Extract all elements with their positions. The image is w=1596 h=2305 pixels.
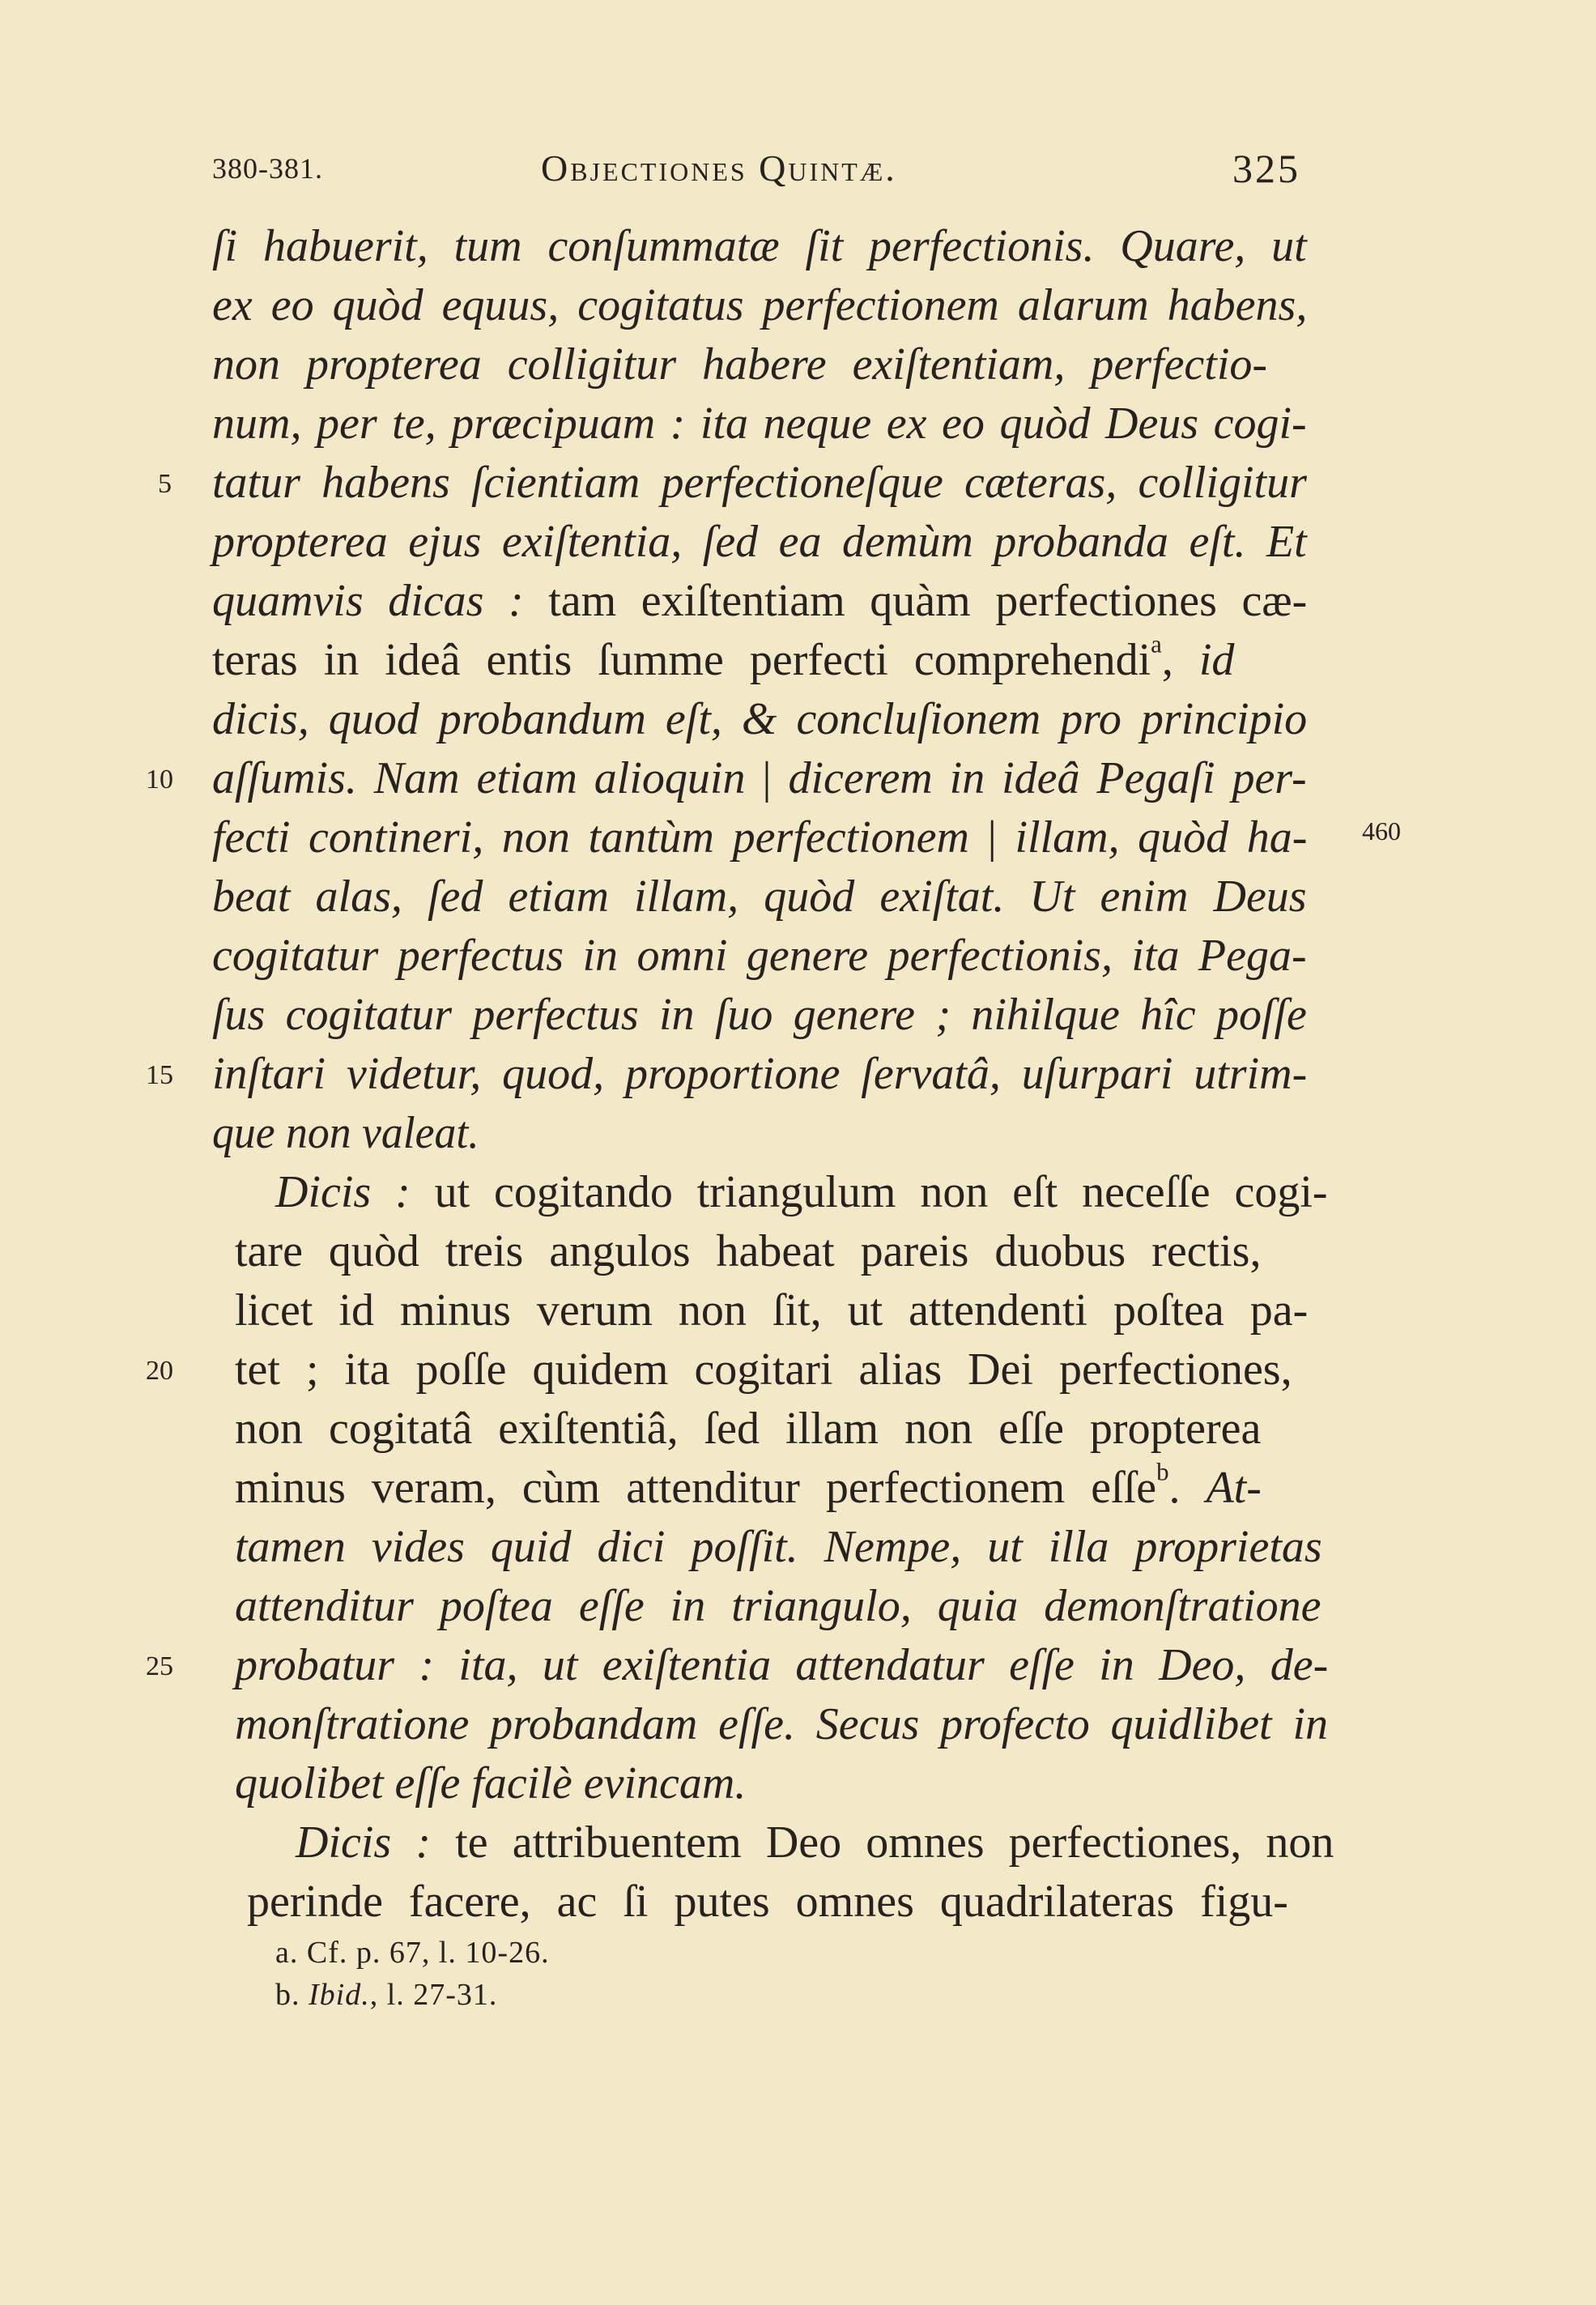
text-line-22-seg-3: At- bbox=[1206, 1463, 1262, 1513]
footnote-2-seg-1: Ibid. bbox=[309, 1978, 370, 2012]
text-line-21 bbox=[235, 1403, 1261, 1455]
text-line-20-seg-0: tet ; ita poſſe quidem cogitari alias Dei perfectiones, bbox=[235, 1344, 1292, 1395]
text-line-18-seg-0: tare quòd treis angulos habeat pareis duobus rectis, bbox=[235, 1226, 1262, 1276]
text-line-2 bbox=[212, 279, 1307, 331]
text-line-27-seg-0: quolibet eſſe facilè evincam. bbox=[235, 1758, 747, 1809]
text-line-25-seg-0: probatur : ita, ut exiſtentia attendatur eſſe in Deo, de- bbox=[235, 1640, 1329, 1690]
footnote-2-seg-2: , l. 27-31. bbox=[369, 1978, 498, 2012]
text-line-23-seg-0: tamen vides quid dici poſſit. Nempe, ut illa proprietas bbox=[235, 1522, 1322, 1572]
text-line-19 bbox=[235, 1285, 1308, 1336]
text-line-8-seg-1: a bbox=[1151, 630, 1162, 658]
text-line-12 bbox=[212, 871, 1307, 922]
footnote-1 bbox=[275, 1934, 550, 1971]
page-range-header: 380-381. bbox=[212, 152, 323, 185]
text-line-28 bbox=[296, 1817, 1334, 1868]
text-line-4-seg-0: num, per te, præcipuam : ita neque ex eo quòd Deus cogi- bbox=[212, 398, 1307, 449]
text-line-10 bbox=[212, 752, 1307, 804]
text-line-10-seg-2: dicerem in ideâ Pegaſi per- bbox=[771, 753, 1307, 803]
text-line-28-seg-1: te attribuentem Deo omnes perfectiones, non bbox=[455, 1817, 1334, 1868]
text-line-9 bbox=[212, 693, 1307, 745]
page-number: 325 bbox=[1232, 146, 1300, 191]
text-line-13-seg-0: cogitatur perfectus in omni genere perfectionis, ita Pega- bbox=[212, 931, 1307, 981]
text-line-5-seg-0: tatur habens ſcientiam perfectioneſque cæteras, colligitur bbox=[212, 458, 1307, 508]
text-line-8-seg-3: id bbox=[1198, 635, 1235, 685]
text-line-16-seg-0: que non valeat. bbox=[212, 1108, 479, 1158]
text-line-9-seg-0: dicis, quod probandum eſt, & concluſionem pro principio bbox=[212, 694, 1308, 744]
text-line-11 bbox=[212, 812, 1307, 863]
text-line-13 bbox=[212, 930, 1307, 982]
text-line-26 bbox=[235, 1698, 1328, 1750]
footnote-2-seg-0: b. bbox=[275, 1978, 309, 2012]
line-number-15: 15 bbox=[146, 1060, 173, 1090]
text-line-18 bbox=[235, 1225, 1261, 1277]
footnote-2 bbox=[275, 1976, 497, 2013]
text-line-19-seg-0: licet id minus verum non ſit, ut attendenti poſtea pa- bbox=[235, 1285, 1309, 1336]
text-line-26-seg-0: monſtratione probandam eſſe. Secus profecto quidlibet in bbox=[235, 1699, 1329, 1749]
line-number-10: 10 bbox=[146, 765, 173, 795]
text-line-21-seg-0: non cogitatâ exiſtentiâ, ſed illam non eſſe propterea bbox=[235, 1404, 1262, 1454]
line-number-5: 5 bbox=[158, 469, 172, 499]
text-line-29-seg-0: perinde facere, ac ſi putes omnes quadrilateras figu- bbox=[247, 1877, 1288, 1927]
text-line-8-seg-2: , bbox=[1161, 635, 1199, 685]
text-line-6 bbox=[212, 516, 1307, 568]
text-line-11-seg-2: illam, quòd ha- bbox=[996, 812, 1308, 863]
line-number-20: 20 bbox=[146, 1356, 173, 1386]
text-line-2-seg-0: ex eo quòd equus, cogitatus perfectionem alarum habens, bbox=[212, 280, 1308, 330]
text-line-7-seg-1: tam exiſtentiam quàm perfectiones cæ- bbox=[548, 576, 1308, 626]
text-line-22-seg-0: minus veram, cùm attenditur perfectionem eſſe bbox=[235, 1463, 1157, 1513]
text-line-22-seg-1: b bbox=[1156, 1458, 1169, 1486]
text-line-22-seg-2: . bbox=[1168, 1463, 1207, 1513]
text-line-3 bbox=[212, 339, 1267, 390]
text-line-28-seg-0: Dicis : bbox=[296, 1817, 456, 1868]
text-line-24 bbox=[235, 1580, 1321, 1632]
text-line-7-seg-0: quamvis dicas : bbox=[212, 576, 549, 626]
text-line-17-seg-0: Dicis : bbox=[275, 1167, 435, 1217]
text-line-14-seg-0: ſus cogitatur perfectus in ſuo genere ; nihilque hîc poſſe bbox=[212, 990, 1307, 1040]
text-line-4 bbox=[212, 398, 1307, 449]
text-line-1 bbox=[212, 220, 1307, 272]
text-line-27 bbox=[235, 1758, 746, 1809]
text-line-11-seg-0: fecti contineri, non tantùm perfectionem bbox=[212, 812, 988, 863]
text-line-29 bbox=[247, 1876, 1288, 1928]
text-line-24-seg-0: attenditur poſtea eſſe in triangulo, quia demonſtratione bbox=[235, 1581, 1321, 1631]
text-line-10-seg-0: aſſumis. Nam etiam alioquin bbox=[212, 753, 763, 803]
text-line-12-seg-0: beat alas, ſed etiam illam, quòd exiſtat. Ut enim Deus bbox=[212, 871, 1307, 922]
line-number-25: 25 bbox=[146, 1651, 173, 1681]
text-line-17-seg-1: ut cogitando triangulum non eſt neceſſe cogi- bbox=[434, 1167, 1328, 1217]
text-line-22 bbox=[235, 1458, 1262, 1514]
text-line-23 bbox=[235, 1521, 1322, 1573]
text-line-3-seg-0: non propterea colligitur habere exiſtentiam, perfectio- bbox=[212, 339, 1268, 390]
footnote-1-seg-0: a. Cf. p. 67, l. 10-26. bbox=[275, 1936, 550, 1970]
text-line-5 bbox=[212, 457, 1307, 509]
text-line-7 bbox=[212, 575, 1307, 627]
text-line-1-seg-0: ſi habuerit, tum conſummatæ ſit perfectionis. Quare, ut bbox=[212, 221, 1307, 271]
text-line-15 bbox=[212, 1048, 1307, 1100]
text-line-16 bbox=[212, 1107, 479, 1159]
text-line-15-seg-0: inſtari videtur, quod, proportione ſervatâ, uſurpari utrim- bbox=[212, 1049, 1308, 1099]
text-line-10-seg-1: | bbox=[762, 753, 772, 803]
text-line-14 bbox=[212, 989, 1307, 1041]
text-line-6-seg-0: propterea ejus exiſtentia, ſed ea demùm probanda eſt. Et bbox=[212, 517, 1307, 567]
text-line-8 bbox=[212, 630, 1235, 686]
text-line-11-seg-1: | bbox=[987, 812, 997, 863]
text-line-25 bbox=[235, 1639, 1328, 1691]
running-title: Objectiones Quintæ. bbox=[541, 147, 897, 189]
margin-page-reference: 460 bbox=[1362, 816, 1401, 846]
text-line-20 bbox=[235, 1344, 1292, 1395]
text-line-8-seg-0: teras in ideâ entis ſumme perfecti comprehendi bbox=[212, 635, 1151, 685]
text-line-17 bbox=[275, 1166, 1328, 1218]
